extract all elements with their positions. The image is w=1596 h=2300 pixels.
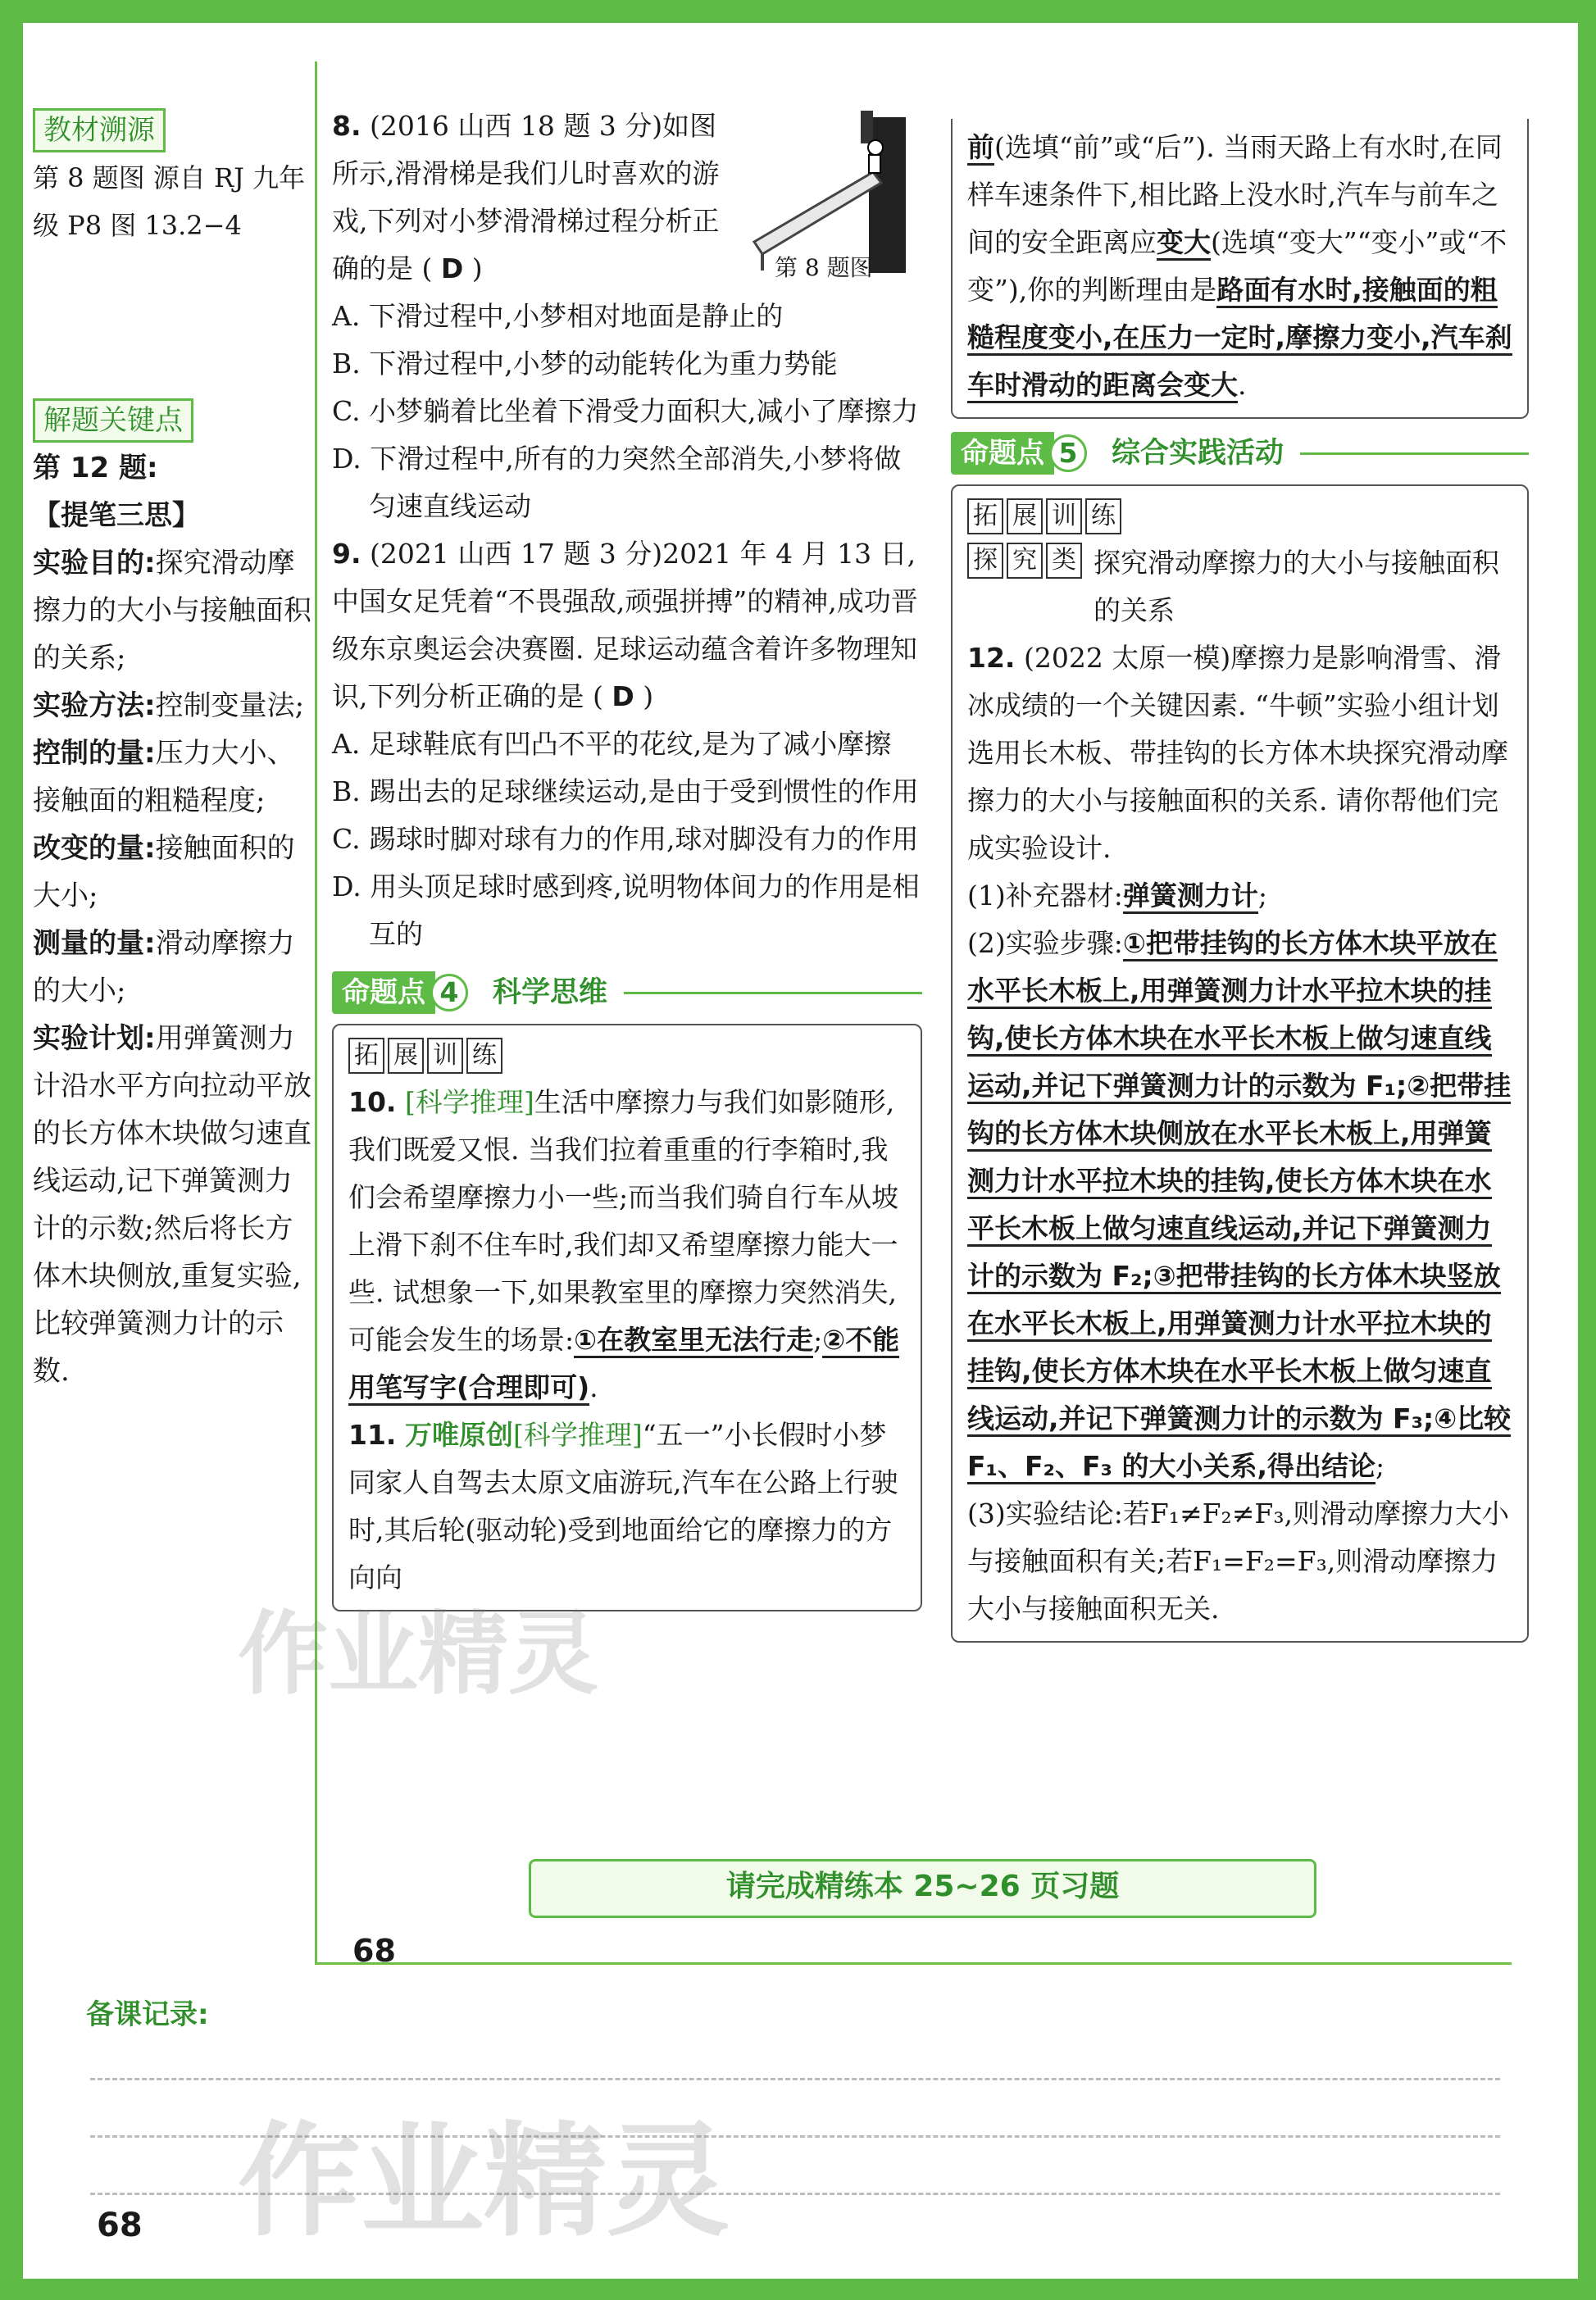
top-border — [0, 0, 1596, 23]
sidebar — [33, 66, 311, 1395]
question-9: 9. (2021 山西 17 题 3 分)2021 年 4 月 13 日,中国女足凭着“不畏强敌,顽强拼搏”的精神,成功晋级东京奥运会决赛圈. 足球运动蕴含着许多物理知识,下列分析正确的是 ( D ) — [332, 538, 918, 712]
question-10: 10. [科学推理]生活中摩擦力与我们如影随形,我们既爱又恨. 当我们拉着重重的行李箱时,我们会希望摩擦力小一些;而当我们骑自行车从坡上滑下刹不住车时,我们却又希望摩擦力能大一些. 试想象一下,如果教室里的摩擦力突然消失,可能会发生的场景:①在教室里无法行走;②不能用笔写字(合理即可). — [348, 1079, 906, 1411]
sidebar-item: 实验目的:探究滑动摩擦力的大小与接触面积的关系; — [33, 547, 311, 675]
q8-option: B. 下滑过程中,小梦的动能转化为重力势能 — [332, 348, 838, 380]
q11-continuation: 前(选填“前”或“后”). 当雨天路上有水时,在同样车速条件下,相比路上没水时,汽车与前车之间的安全距离应变大(选填“变大”“变小”或“不变”),你的判断理由是路面有水时,接触面的粗糙程度变小,在压力一定时,摩擦力变小,汽车刹车时滑动的距离会变大. — [951, 119, 1529, 419]
textbook-source-tag: 教材溯源 — [33, 108, 166, 152]
bottom-border — [0, 2279, 1596, 2300]
sidebar-item: 实验计划:用弹簧测力计沿水平方向拉动平放的长方体木块做匀速直线运动,记下弹簧测力计的示数;然后将长方体木块侧放,重复实验,比较弹簧测力计的示数. — [33, 1022, 311, 1388]
watermark: 作业精灵 — [238, 1602, 598, 1707]
q8-option: A. 下滑过程中,小梦相对地面是静止的 — [332, 300, 784, 332]
sidebar-item: 实验方法:控制变量法; — [33, 689, 305, 722]
q9-option: C. 踢球时脚对球有力的作用,球对脚没有力的作用 — [332, 823, 919, 855]
sidebar-item: 控制的量:压力大小、接触面的粗糙程度; — [33, 737, 295, 817]
right-column — [951, 119, 1529, 1643]
practice-banner: 请完成精练本 25~26 页习题 — [529, 1859, 1316, 1918]
q12-part1: (1)补充器材:弹簧测力计; — [967, 872, 1512, 920]
topic-4-header: 命题点 4 科学思维 — [332, 970, 922, 1016]
q9-option: A. 足球鞋底有凹凸不平的花纹,是为了减小摩擦 — [332, 728, 892, 760]
think-label: 【提笔三思】 — [33, 499, 200, 532]
left-border — [0, 0, 23, 2300]
middle-column — [332, 102, 922, 1611]
q9-option: B. 踢出去的足球继续运动,是由于受到惯性的作用 — [332, 775, 919, 807]
q8-option: C. 小梦躺着比坐着下滑受力面积大,减小了摩擦力 — [332, 395, 919, 427]
notes-line — [90, 2078, 1500, 2080]
q12-part3: (3)实验结论:若F₁≠F₂≠F₃,则滑动摩擦力大小与接触面积有关;若F₁=F₂=F₃,则滑动摩擦力大小与接触面积无关. — [967, 1498, 1510, 1625]
right-border — [1578, 0, 1596, 2300]
topic-5-header: 命题点 5 综合实践活动 — [951, 430, 1529, 476]
notes-label: 备课记录: — [86, 1998, 209, 2031]
explore-title: 探究滑动摩擦力的大小与接触面积的关系 — [1094, 547, 1499, 626]
page-number: 68 — [352, 1933, 396, 1969]
source-note: 第 8 题图 源自 RJ 九年级 P8 图 13.2−4 — [33, 162, 306, 241]
sidebar-item: 改变的量:接触面积的大小; — [33, 832, 295, 912]
extension-box-4 — [332, 1024, 922, 1611]
q9-option: D. 用头顶足球时感到疼,说明物体间力的作用是相互的 — [332, 870, 920, 950]
figure-caption: 第 8 题图 — [775, 254, 873, 281]
extension-training-label: 拓 展 训 练 — [967, 498, 1125, 534]
key-points-tag: 解题关键点 — [33, 398, 193, 443]
footer-divider — [315, 1962, 1512, 1965]
q12-label: 第 12 题: — [33, 452, 158, 484]
watermark: 作业精灵 — [238, 2111, 730, 2253]
question-8: 8. (2016 山西 18 题 3 分)如图所示,滑滑梯是我们儿时喜欢的游戏,下列对小梦滑滑梯过程分析正确的是 ( D ) — [332, 110, 720, 284]
q12-part2: (2)实验步骤:①把带挂钩的长方体木块平放在水平长木板上,用弹簧测力计水平拉木块的挂钩,使长方体木块在水平长木板上做匀速直线运动,并记下弹簧测力计的示数为 F₁;②把带挂钩的长方体木块侧放在水平长木板上,用弹簧测力计水平拉木块的挂钩,使长方体木块在水平长木板上做匀速直线运动,并记下弹簧测力计的示数为 F₂;③把带挂钩的长方体木块竖放在水平长木板上,用弹簧测力计水平拉木块的挂钩,使长方体木块在水平长木板上做匀速直线运动,并记下弹簧测力计的示数为 F₃;④比较 F₁、F₂、F₃ 的大小关系,得出结论; — [967, 920, 1512, 1490]
page-number-bottom: 68 — [97, 2207, 143, 2244]
question-12: 12. (2022 太原一模)摩擦力是影响滑雪、滑冰成绩的一个关键因素. “牛顿”实验小组计划选用长木板、带挂钩的长方体木块探究滑动摩擦力的大小与接触面积的关系. 请你帮他们完成实验设计. — [967, 642, 1508, 864]
question-11: 11. 万唯原创[科学推理]“五一”小长假时小梦同家人自驾去太原文庙游玩,汽车在公路上行驶时,其后轮(驱动轮)受到地面给它的摩擦力的方向向 — [348, 1419, 898, 1593]
extension-training-label: 拓 展 训 练 — [348, 1038, 506, 1074]
extension-box-5 — [951, 484, 1529, 1643]
explore-type-label: 探 究 类 — [967, 543, 1085, 579]
sidebar-item: 测量的量:滑动摩擦力的大小; — [33, 927, 295, 1007]
q8-option: D. 下滑过程中,所有的力突然全部消失,小梦将做匀速直线运动 — [332, 443, 902, 522]
explore-header — [967, 539, 1512, 634]
